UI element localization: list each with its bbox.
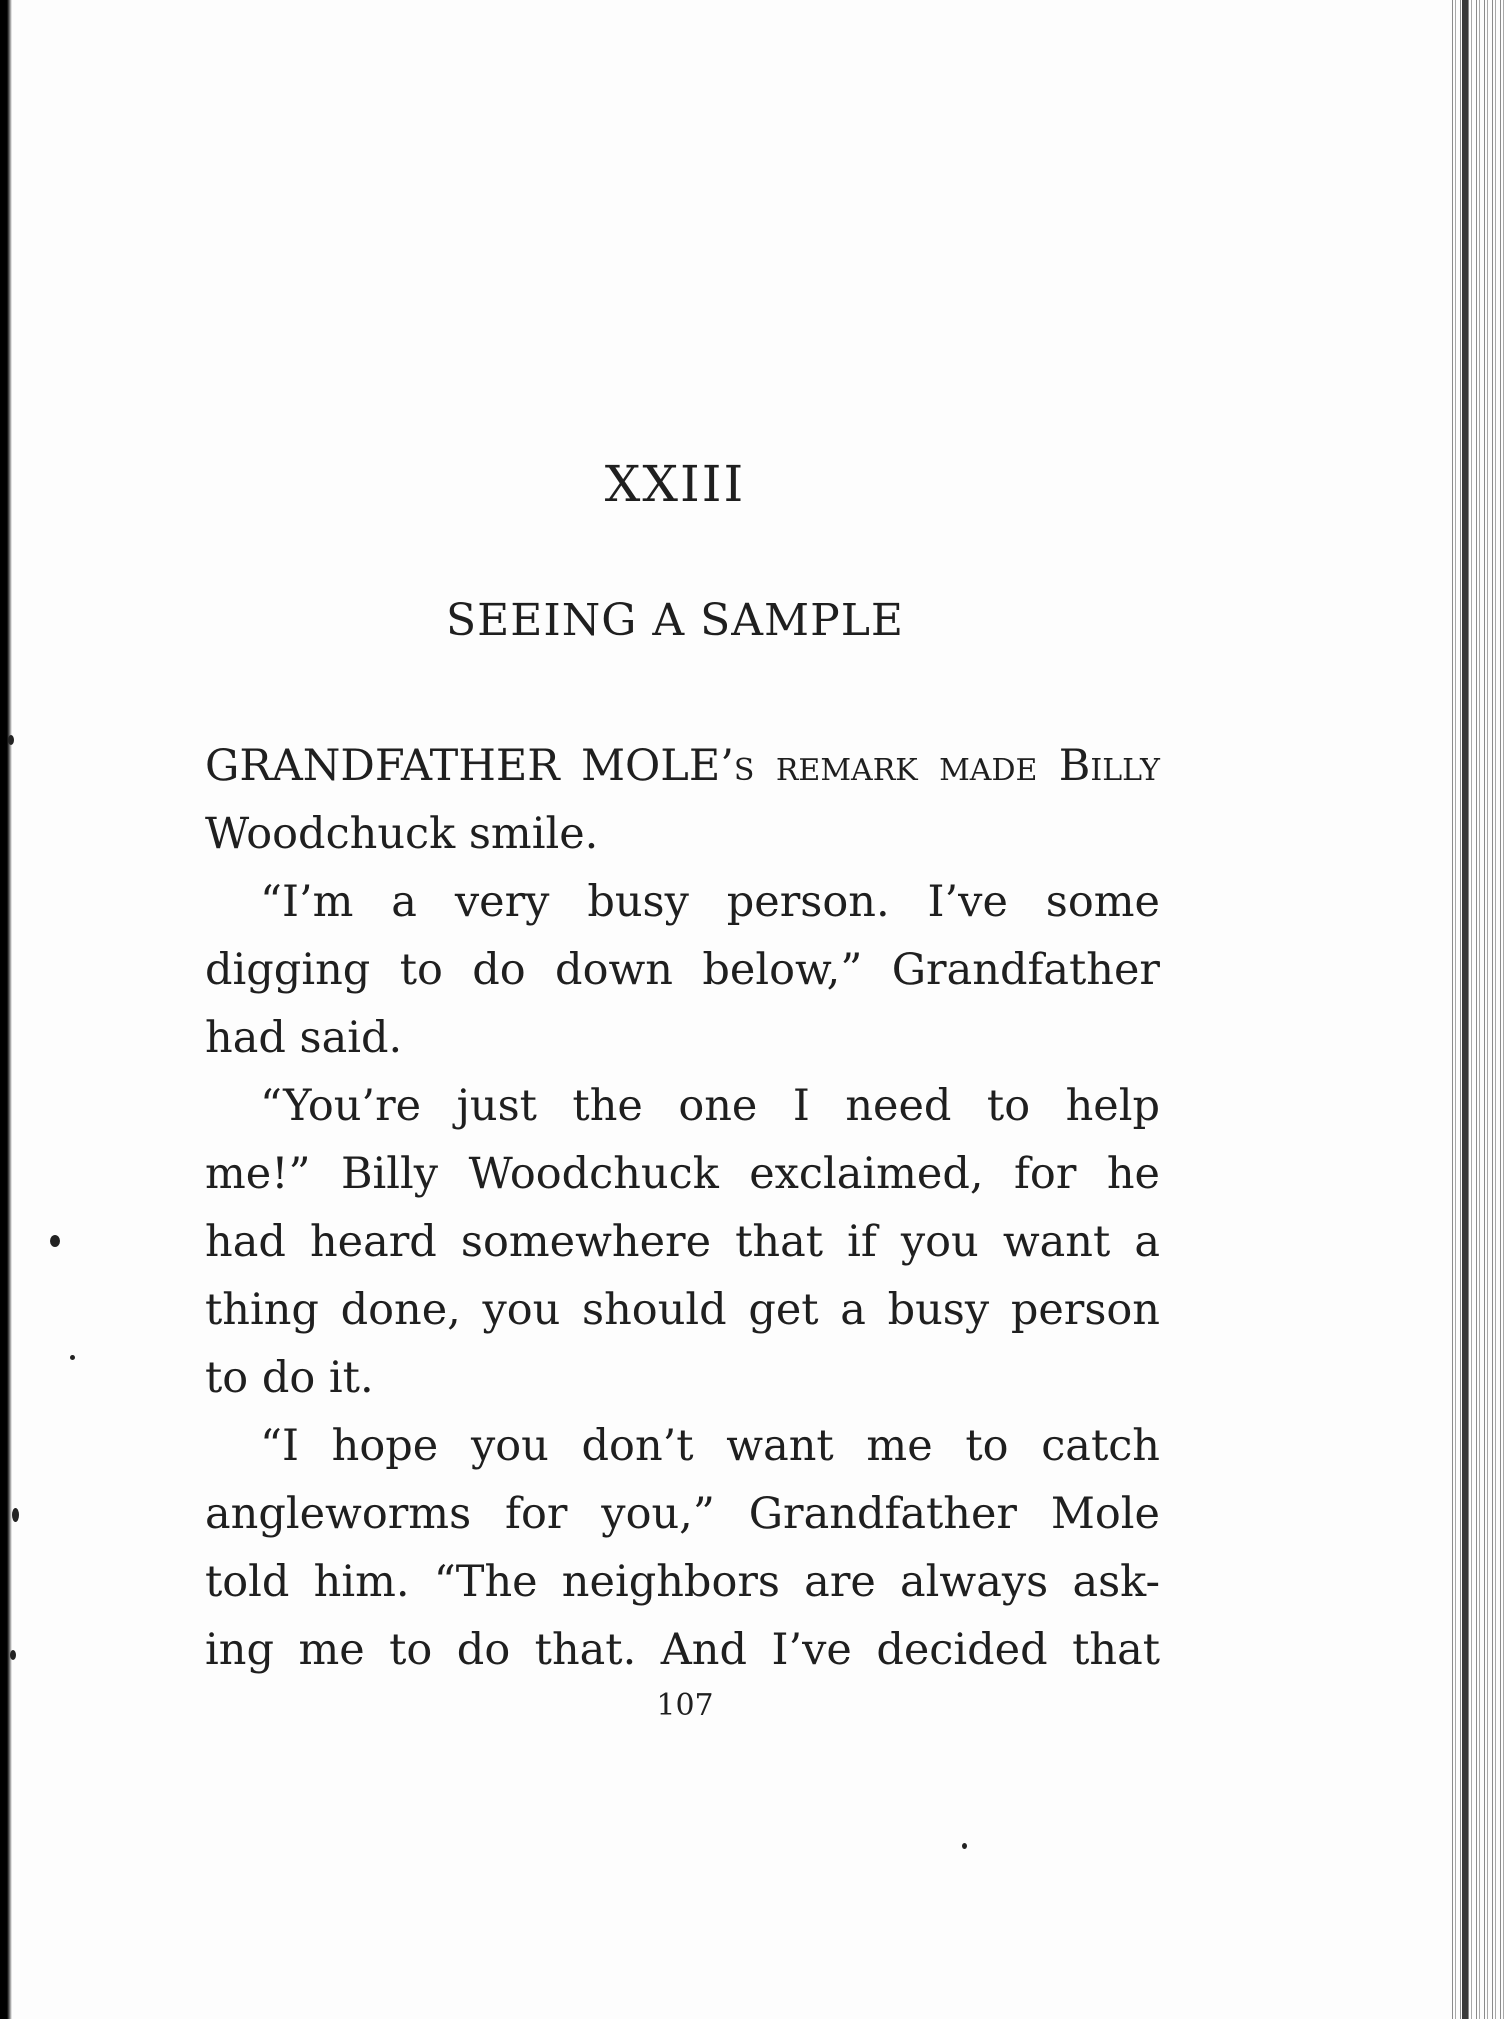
text-line: “I hope you don’t want me to catch: [260, 1421, 1160, 1471]
text-line: had said.: [205, 1013, 403, 1063]
text-line: told him. “The neighbors are always ask-: [205, 1557, 1160, 1607]
text-line: Woodchuck smile.: [205, 809, 599, 859]
page-number: 107: [656, 1688, 714, 1723]
text-line: me!” Billy Woodchuck exclaimed, for he: [205, 1149, 1160, 1199]
text-line: ing me to do that. And I’ve decided that: [205, 1625, 1160, 1675]
scan-speck: [10, 1650, 16, 1660]
chapter-number: XXIII: [604, 455, 746, 513]
page-gutter-shadow: [1462, 0, 1468, 2019]
paragraph-4: [205, 1412, 1160, 1684]
paragraph-3: [205, 1072, 1160, 1412]
paragraph-2: [205, 868, 1160, 1072]
scan-speck: [50, 1235, 60, 1247]
scan-speck: [12, 1508, 19, 1522]
scan-speck: [8, 735, 14, 745]
paragraph-1: [205, 732, 1160, 868]
text-line: angleworms for you,” Grandfather Mole: [205, 1489, 1160, 1539]
scan-speck: [70, 1355, 75, 1360]
text-line: to do it.: [205, 1353, 374, 1403]
text-line: GRANDFATHER MOLE’s remark made Billy: [205, 741, 1160, 791]
text-line: digging to do down below,” Grandfather: [205, 945, 1160, 995]
scan-speck: [962, 1843, 967, 1849]
body-text: [205, 732, 1160, 1684]
text-line: thing done, you should get a busy person: [205, 1285, 1160, 1335]
chapter-title: SEEING A SAMPLE: [445, 595, 905, 646]
text-line: had heard somewhere that if you want a: [205, 1217, 1160, 1267]
page-gutter-lines: [1450, 0, 1504, 2019]
text-line: “You’re just the one I need to help: [260, 1081, 1160, 1131]
text-line: “I’m a very busy person. I’ve some: [260, 877, 1160, 927]
